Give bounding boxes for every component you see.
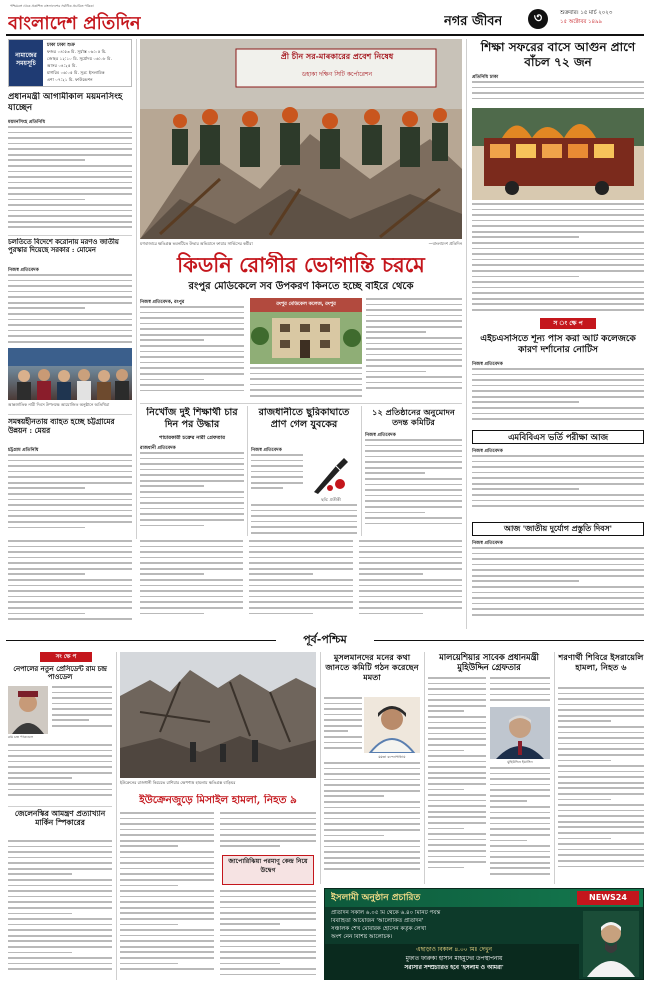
ad-brand-logo: NEWS24 xyxy=(577,891,639,905)
mbbs-headline-box xyxy=(472,430,644,444)
divider xyxy=(8,414,132,415)
stabbed-body xyxy=(251,504,357,536)
divider-rule-left xyxy=(6,640,276,641)
knife-icon xyxy=(306,454,356,496)
missing-subhead: পাচারকারী চক্রের নারী গ্রেফতার xyxy=(158,435,226,441)
remittance-caption: আন্তর্জাতিক নারী দিবস উপলক্ষে আয়োজিত অনুষ্ঠানে অতিথিরা xyxy=(8,402,110,407)
lead-subhead: রংপুর মেডিকেলে সব উপকরণ কিনতে হচ্ছে বাইরে থেকে xyxy=(188,281,414,292)
continued-body xyxy=(140,540,462,628)
ad-line-3: সঞ্চালক শেখ মোবারক হোসেন কর্তৃক লেখা xyxy=(331,926,427,932)
hsc-headline: এইচএসসিতে শূন্য পাস করা আট কলেজকে কারণ দর্শানোর নোটিস xyxy=(480,334,636,355)
world-brief-tag: সং ক্ষে প xyxy=(40,652,92,662)
column-rule xyxy=(136,39,137,539)
nepal-caption: রাম চন্দ্র পাওডেল xyxy=(8,735,34,739)
stabbed-body-left xyxy=(251,454,303,496)
prayer-row: জোহর ১২:১০ মি. সূর্যোদয় ০৬:০৮ মি. xyxy=(47,56,112,61)
disaster-headline-box xyxy=(472,522,644,536)
masthead xyxy=(6,4,644,32)
muhyiddin-caption: মুহিউদ্দিন ইয়াসিন xyxy=(507,760,533,764)
hsc-body xyxy=(472,368,644,428)
pm-visit-byline: ময়মনসিংহ প্রতিনিধি xyxy=(8,120,46,125)
stabbed-byline: নিজস্ব প্রতিবেদক xyxy=(251,448,282,453)
knife-illustration xyxy=(306,454,356,496)
date-line-1: শুক্রবার। ১৫ মার্চ ২০২৩ xyxy=(560,10,613,16)
portrait-graphic xyxy=(364,697,420,753)
hospital-inset-photo xyxy=(250,298,362,364)
nepal-headline: নেপালের নতুন প্রেসিডেন্ট রাম চন্দ্র পাওডেল xyxy=(13,665,107,682)
column-rule xyxy=(361,406,362,536)
column-rule xyxy=(466,39,467,629)
column-rule xyxy=(320,652,321,884)
masthead-logo: বাংলাদেশ প্রতিদিন xyxy=(8,13,141,34)
page-number-badge xyxy=(528,9,548,29)
divider-rule-right xyxy=(374,640,644,641)
missing-body xyxy=(140,452,244,536)
fire-body-top xyxy=(472,81,644,107)
mbbs-byline: নিজস্ব প্রতিবেদক xyxy=(472,449,503,454)
ad-line-2: বিবাহিতা আয়োজন 'আলোকিত প্রতিদিন' xyxy=(331,918,424,924)
news24-advertisement xyxy=(324,888,644,980)
nepal-body-right xyxy=(52,686,112,734)
divider xyxy=(8,806,112,807)
lead-photo-caption: মগবাজারে ক্ষতিগ্রস্ত ভবনটিতে উদ্ধার অভিযানে ফায়ার সার্ভিসের কর্মীরা xyxy=(140,241,253,246)
page-number: ৩ xyxy=(533,11,543,26)
remittance-photo xyxy=(8,348,132,400)
section-divider xyxy=(6,632,644,648)
mbbs-body xyxy=(472,455,644,519)
committee-byline: নিজস্ব প্রতিবেদক xyxy=(365,433,396,438)
ukraine-photo xyxy=(120,652,316,778)
portrait-graphic xyxy=(8,686,48,734)
lead-body-col2 xyxy=(250,367,362,401)
refugee-body xyxy=(558,687,644,884)
fire-body xyxy=(472,203,644,315)
ad-line-5: এছাড়াও বিকাল ৪.০০ মিঃ দেখুন xyxy=(416,947,492,953)
muhyiddin-body-col2-top xyxy=(490,677,550,705)
mamata-headline: মুসলমানদের মনের কথা জানতে কমিটি গঠন করেছেন মমতা xyxy=(325,652,419,682)
ad-title: ইসলামী অনুষ্ঠান প্রচারিত xyxy=(331,893,421,903)
mamata-body-left xyxy=(324,697,362,755)
masthead-rule xyxy=(6,34,644,36)
ad-line-1: প্রতিদিন সকাল ৬.০৫ মি থেকে ৬.৪০ মিনিট পর্যন্ত xyxy=(331,910,441,916)
missing-byline: রাজধানী প্রতিবেদক xyxy=(140,446,176,451)
fire-byline: প্রতিনিধি ঢাকা xyxy=(472,75,499,80)
prayer-rows xyxy=(47,48,133,83)
pm-visit-headline: প্রধানমন্ত্রী আগামীকাল ময়মনসিংহ যাচ্ছেন xyxy=(8,92,123,113)
muhyiddin-body-col2 xyxy=(490,767,550,884)
masthead-tagline: পশ্চিমবঙ্গ থেকে প্রকাশিত বাংলাদেশের সর্বাধিক প্রচারিত পত্রিকা xyxy=(10,4,94,8)
fire-headline: শিক্ষা সফরের বাসে আগুন প্রাণে বাঁচল ৭২ জন xyxy=(480,40,636,69)
refugee-headline: শরণার্থী শিবিরে ইসরায়েলি হামলা, নিহত ৬ xyxy=(558,652,644,672)
stabbed-photo-label: ছবি: প্রতীকী xyxy=(321,497,341,502)
nepal-portrait xyxy=(8,686,48,734)
column-rule xyxy=(424,652,425,884)
lead-photo-credit: —বাংলাদেশ প্রতিদিন xyxy=(428,241,462,246)
lead-byline: নিজস্ব প্রতিবেদক, রংপুর xyxy=(140,300,185,305)
mamata-portrait xyxy=(364,697,420,753)
ukraine-body-col2 xyxy=(220,812,316,852)
prayer-header: ঢাকা ঢাকা শুক্র xyxy=(47,43,75,48)
brief-tag: স ং ক্ষে প xyxy=(540,318,596,329)
section-title: নগর জীবন xyxy=(444,14,503,29)
notice-banner-sub: ডহাকা দক্ষিণ সিটি কর্পোরেশন xyxy=(301,71,373,78)
presenter-graphic xyxy=(583,911,639,977)
zaporizhzhia-label: জাপোরিঝিয়া পরমাণু কেন্দ্র নিয়ে উদ্বেগ xyxy=(228,858,308,874)
prayer-row: আসর ০৪:২৫ মি. xyxy=(47,63,77,68)
mamata-body xyxy=(324,762,420,884)
ukraine-body-col1 xyxy=(120,812,214,980)
photo-people-graphic xyxy=(8,348,132,400)
muhyiddin-headline: মালয়েশিয়ার সাবেক প্রধানমন্ত্রী মুহিউদ্দিন গ্রেফতার xyxy=(439,652,539,673)
prayer-title: নামাজের সময়সূচি xyxy=(9,40,43,86)
divider xyxy=(8,235,132,236)
ctg-mayor-body xyxy=(8,454,132,536)
zelensky-body xyxy=(8,840,112,980)
zelensky-headline: জেলেনস্কির আমন্ত্রণ প্রত্যাখ্যান মার্কিন স্পিকারের xyxy=(14,809,106,827)
burning-bus-graphic xyxy=(472,108,644,200)
prayer-times-box xyxy=(8,39,132,87)
lead-headline: কিডনি রোগীর ভোগান্তি চরমে xyxy=(177,252,425,277)
committee-body xyxy=(365,439,462,536)
disaster-byline: নিজস্ব প্রতিবেদক xyxy=(472,541,503,546)
ad-line-7: সরাসরি সম্প্রচারিত হবে 'ইসলাম ও আমরা' xyxy=(404,965,504,971)
ad-line-4: অংশ নেন বিশিষ্ট আলোচক। xyxy=(331,934,393,940)
column-rule xyxy=(116,652,117,980)
ukraine-caption: ইউক্রেনের রাজধানী কিয়েভে রাশিয়ার ক্ষেপণাস্ত্র হামলায় ক্ষতিগ্রস্ত বাড়িঘর xyxy=(120,780,236,785)
fire-bus-photo xyxy=(472,108,644,200)
ukraine-body-col3 xyxy=(220,890,316,980)
ukraine-headline: ইউক্রেনজুড়ে মিসাইল হামলা, নিহত ৯ xyxy=(139,794,297,806)
nepal-body xyxy=(8,744,112,804)
committee-headline: ১২ প্রতিষ্ঠানের অনুমোদন তদন্ত কমিটির xyxy=(372,407,455,427)
stabbed-headline: রাজধানীতে ছুরিকাঘাতে প্রাণ গেল যুবকের xyxy=(258,407,350,430)
portrait-graphic xyxy=(490,707,550,759)
ad-line-6: মুফতি ফারুকী হাসান মাহমুদের উপস্থাপনায় xyxy=(405,956,503,962)
lead-body-col1 xyxy=(140,306,244,400)
mamata-caption: মমতা বন্দ্যোপাধ্যায় xyxy=(378,755,406,759)
column-rule xyxy=(554,652,555,884)
remittance-body xyxy=(8,274,132,346)
muhyiddin-body-col1 xyxy=(428,677,486,884)
hsc-byline: নিজস্ব প্রতিবেদক xyxy=(472,362,503,367)
divider xyxy=(140,403,462,404)
ad-presenter-photo xyxy=(583,911,639,977)
left-col-bottom-body xyxy=(8,540,132,628)
muhyiddin-portrait xyxy=(490,707,550,759)
mbbs-headline: এমবিবিএস ভর্তি পরীক্ষা আজ xyxy=(508,432,608,442)
missing-headline: নিখোঁজ দুই শিক্ষার্থী চার দিন পর উদ্ধার xyxy=(146,407,238,430)
section-divider-label: পূর্ব-পশ্চিম xyxy=(303,633,347,646)
column-rule xyxy=(247,406,248,536)
destroyed-building-graphic xyxy=(120,652,316,778)
date-line-2: ১৫ অক্টোবর ১৪৯৯ xyxy=(560,19,603,25)
hospital-inset-label: রংপুর মেডিকেল কলেজ, রংপুর xyxy=(276,302,336,307)
disaster-headline: আজ 'জাতীয় দুর্যোগ প্রস্তুতি দিবস' xyxy=(503,524,613,533)
disaster-body xyxy=(472,547,644,629)
prayer-row: এশা ০৭:২১ মি. ফাউন্ডেশন xyxy=(47,77,93,82)
lead-body-col3 xyxy=(366,298,462,400)
ctg-mayor-byline: চট্টগ্রাম প্রতিনিধি xyxy=(8,448,39,453)
remittance-byline: নিজস্ব প্রতিবেদক xyxy=(8,268,39,273)
prayer-row: ফজর ০৪:৫৩ মি. সূর্যাস্ত ০৬:০৫ মি. xyxy=(47,49,107,54)
remittance-headline: চলতিতে বিদেশে করোনায় মরণও জাতীয় পুরস্কার দিয়েছে সরকার : মোমেন xyxy=(8,238,119,255)
notice-banner-text: প্রী চীন সর-মাৰকারের প্রবেশ নিষেধ xyxy=(280,52,394,61)
prayer-row: মাগরিব ০৬:০৫ মি. সূত্র: ইসলামিক xyxy=(47,70,105,75)
ctg-mayor-headline: সমন্বয়হীনতায় ব্যাহত হচ্ছে চট্টগ্রামের উন্নয়ন : মেয়র xyxy=(8,417,115,435)
lead-photo xyxy=(140,39,462,239)
zaporizhzhia-box xyxy=(222,855,314,885)
pm-visit-body xyxy=(8,126,132,232)
